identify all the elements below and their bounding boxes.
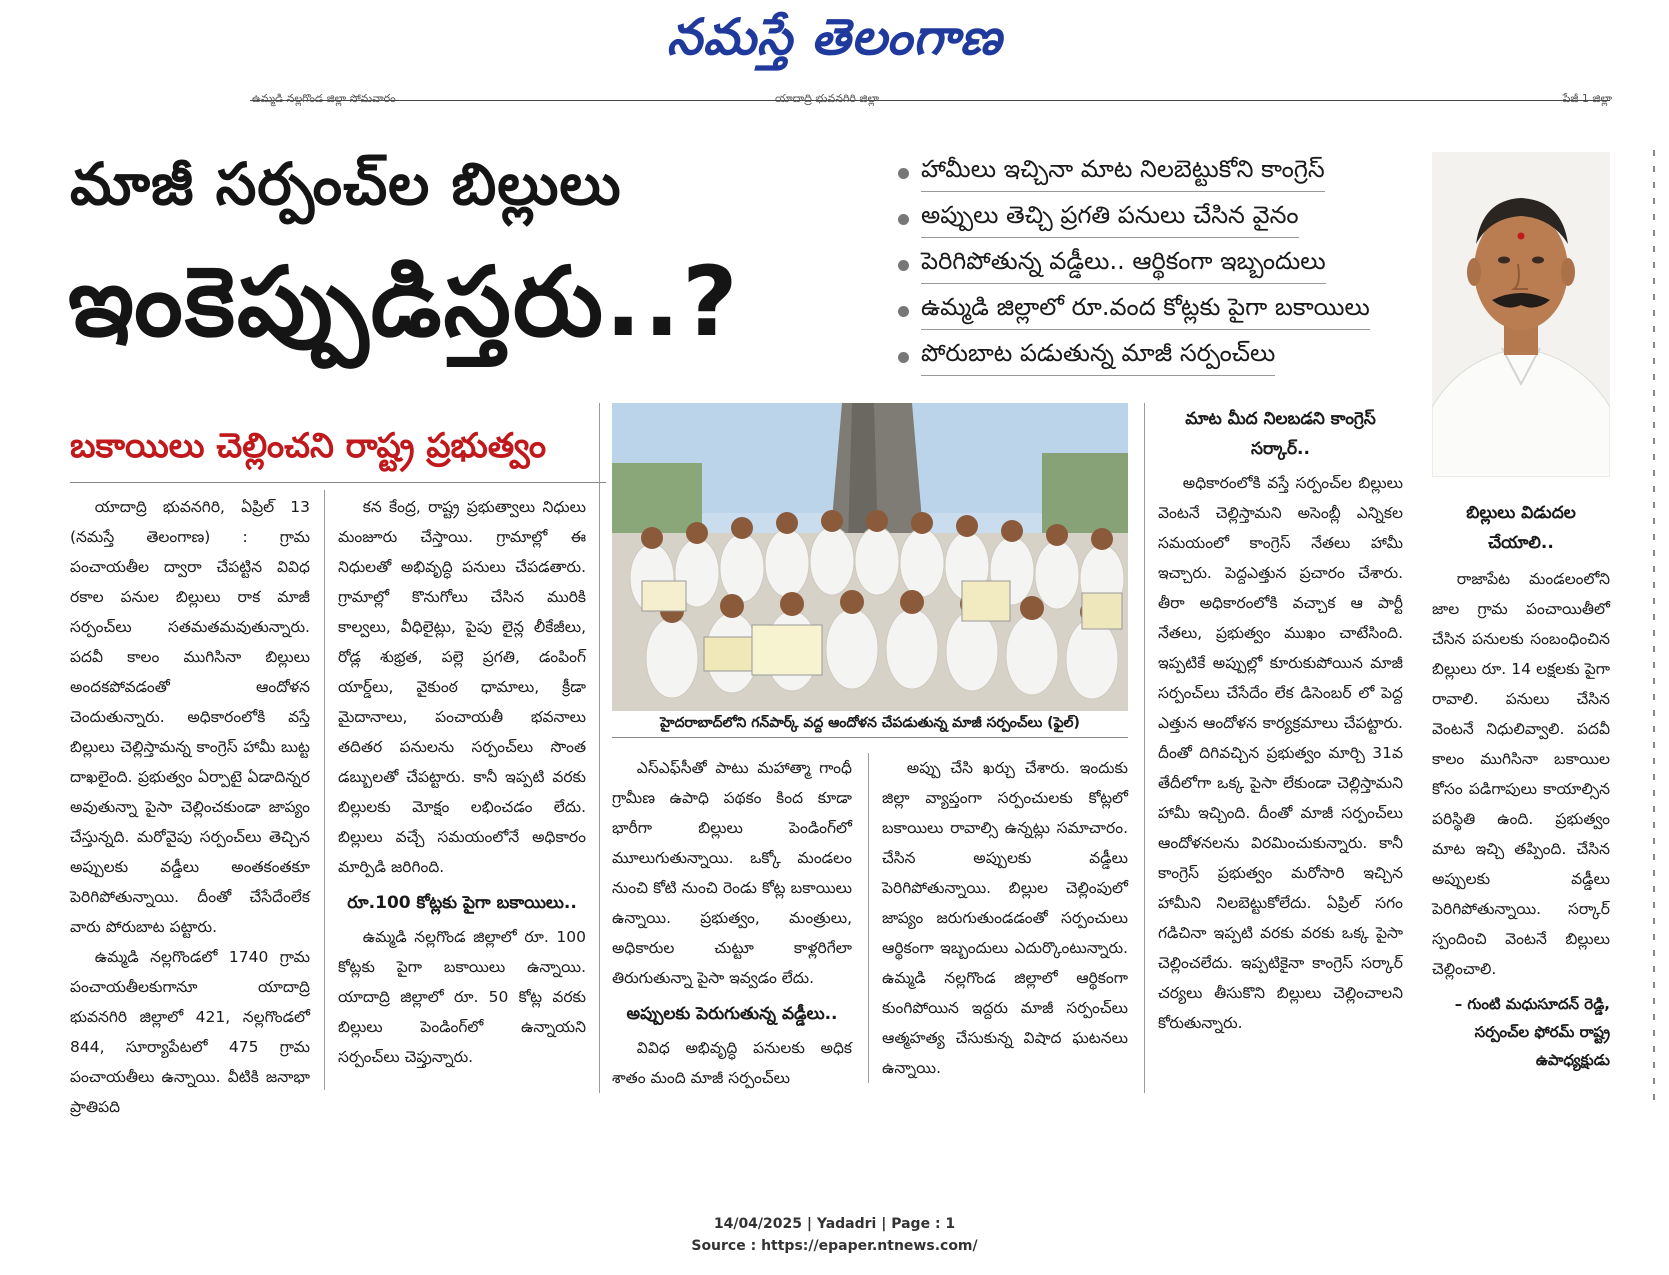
page-edge-mark bbox=[1652, 150, 1656, 1110]
bullet-icon bbox=[898, 260, 909, 271]
column-divider bbox=[324, 490, 325, 1090]
section-heading: అప్పులకు పెరుగుతున్న వడ్డీలు.. bbox=[626, 1004, 838, 1024]
sidebar-quote bbox=[1432, 498, 1610, 1074]
article-paragraph: వివిధ అభివృద్ధి పనులకు అధిక శాతం మంది మాజీ సర్పంచ్‌లు bbox=[612, 1039, 852, 1087]
highlight-text: ఉమ్మడి జిల్లాలో రూ.వంద కోట్లకు పైగా బకాయిలు bbox=[921, 293, 1370, 330]
protest-photo bbox=[612, 403, 1128, 711]
article-paragraph: ఉమ్మడి నల్లగొండ జిల్లాలో రూ. 100 కోట్లకు పైగా బకాయిలు ఉన్నాయి. యాదాద్రి జిల్లాలో రూ. 50 కోట్ల వరకు బిల్లులు పెండింగ్‌లో ఉన్నాయని సర్పంచ్‌లు చెప్తున్నారు. bbox=[338, 928, 586, 1066]
footer-source-link[interactable]: Source : https://epaper.ntnews.com/ bbox=[691, 1238, 978, 1254]
page-footer bbox=[0, 1213, 1669, 1257]
masthead-strip-center: యాదాద్రి భువనగిరి జిల్లా bbox=[775, 92, 879, 105]
column-divider bbox=[868, 753, 869, 1083]
highlights-list bbox=[898, 150, 1418, 380]
article-paragraph: ఎస్‌ఎఫ్‌సీతో పాటు మహాత్మా గాంధీ గ్రామీణ ఉపాధి పథకం కింద కూడా భారీగా బిల్లులు పెండింగ్‌లో మూలుగుతున్నాయి. ఒక్కో మండలం నుంచి కోటి నుంచి రెండు కోట్ల బకాయిలు ఉన్నాయి. ప్రభుత్వం, మంత్రులు, అధికారుల చుట్టూ కాళ్లరిగేలా తిరుగుతున్నా పైసా ఇవ్వడం లేదు. bbox=[612, 759, 852, 987]
bullet-icon bbox=[898, 306, 909, 317]
highlight-item bbox=[898, 288, 1418, 334]
masthead-strip-left: ఉమ్మడి నల్లగొండ జిల్లా సోమవారం bbox=[252, 92, 396, 105]
subheadline-divider bbox=[70, 482, 606, 483]
article-column-2 bbox=[338, 492, 586, 1072]
headline-line-2: ఇంకెప్పుడిస్తరు..? bbox=[68, 246, 740, 358]
highlight-item bbox=[898, 150, 1418, 196]
masthead-strip-right: పేజీ 1 జిల్లా bbox=[1562, 92, 1612, 105]
sidebar-paragraph: రాజాపేట మండలంలోని జాల గ్రామ పంచాయితీలో చేసిన పనులకు సంబంధించిన బిల్లులు రూ. 14 లక్షలకు పైగా రావాలి. పనులు చేసిన వెంటనే నిధులివ్వాలి. పదవీ కాలం ముగిసినా బకాయిల కోసం పడిగాపులు కాయాల్సిన పరిస్థితి ఉంది. ప్రభుత్వం మాట ఇచ్చి తప్పింది. చేసిన అప్పులకు వడ్డీలు పెరిగిపోతున్నాయి. సర్కార్ స్పందించి వెంటనే బిల్లులు చెల్లించాలి. bbox=[1432, 570, 1610, 978]
sidebar-heading: బిల్లులు విడుదల చేయాలి.. bbox=[1466, 503, 1576, 553]
footer-date-edition: 14/04/2025 | Yadadri | Page : 1 bbox=[713, 1216, 956, 1232]
article-paragraph: కన కేంద్ర, రాష్ట్ర ప్రభుత్వాలు నిధులు మంజూరు చేస్తాయి. గ్రామాల్లో ఈ నిధులతో అభివృద్ధి పనులు చేపడతారు. గ్రామాల్లో కొనుగోలు చేసిన మురికి కాల్వలు, వీధిలైట్లు, పైపు లైన్ల లీకేజీలు, రోడ్ల శుభ్రత, పల్లె ప్రగతి, డంపింగ్ యార్డ్‌లు, వైకుంఠ ధామాలు, క్రీడా మైదానాలు, పంచాయతీ భవనాలు తదితర పనులను సర్పంచ్‌లు సొంత డబ్బులతో చేపట్టారు. కానీ ఇప్పటి వరకు బిల్లులకు మోక్షం లభించడం లేదు. బిల్లులు వచ్చే సమయంలోనే అధికారం మార్పిడి జరిగింది. bbox=[338, 498, 586, 876]
masthead-logo: నమస్తే తెలంగాణ bbox=[666, 8, 1003, 66]
highlight-text: పోరుబాట పడుతున్న మాజీ సర్పంచ్‌లు bbox=[921, 339, 1275, 376]
article-paragraph: యాదాద్రి భువనగిరి, ఏప్రిల్ 13 (నమస్తే తెలంగాణ) : గ్రామ పంచాయతీల ద్వారా చేపట్టిన వివిధ రకాల పనుల బిల్లులు రాక మాజీ సర్పంచ్‌లు సతమతమవుతున్నారు. పదవీ కాలం ముగిసినా బిల్లులు అందకపోవడంతో ఆందోళన చెందుతున్నారు. అధికారంలోకి వస్తే బిల్లులు చెల్లిస్తామన్న కాంగ్రెస్ హామీ బుట్ట దాఖలైంది. ప్రభుత్వం ఏర్పాటై ఏడాదిన్నర అవుతున్నా పైసా చెల్లించకుండా జాప్యం చేస్తున్నది. మరోవైపు సర్పంచ్‌లు తెచ్చిన అప్పులకు వడ్డీలు అంతకంతకూ పెరిగిపోతున్నాయి. దీంతో చేసేదేంలేక వారు పోరుబాట పట్టారు. bbox=[70, 498, 310, 936]
subheadline: బకాయిలు చెల్లించని రాష్ట్ర ప్రభుత్వం bbox=[70, 426, 547, 466]
highlight-text: అప్పులు తెచ్చి ప్రగతి పనులు చేసిన వైనం bbox=[921, 201, 1299, 238]
article-paragraph: అప్పు చేసి ఖర్చు చేశారు. ఇందుకు జిల్లా వ్యాప్తంగా సర్పంచులకు కోట్లలో బకాయిలు రావాల్సి ఉన్నట్లు సమాచారం. చేసిన అప్పులకు వడ్డీలు పెరిగిపోతున్నాయి. బిల్లుల చెల్లింపులో జాప్యం జరుగుతుండడంతో సర్పంచులు ఆర్థికంగా ఇబ్బందులు ఎదుర్కొంటున్నారు. ఉమ్మడి నల్లగొండ జిల్లాలో ఆర్థికంగా కుంగిపోయిన ఇద్దరు మాజీ సర్పంచ్‌లు ఆత్మహత్య చేసుకున్న విషాద ఘటనలు ఉన్నాయి. bbox=[882, 759, 1128, 1077]
column-divider bbox=[1144, 403, 1145, 1093]
highlight-text: పెరిగిపోతున్న వడ్డీలు.. ఆర్థికంగా ఇబ్బందులు bbox=[921, 247, 1326, 284]
article-column-1 bbox=[70, 492, 310, 1122]
bullet-icon bbox=[898, 214, 909, 225]
section-heading: రూ.100 కోట్లకు పైగా బకాయిలు.. bbox=[347, 893, 577, 913]
section-heading: మాట మీద నిలబడని కాంగ్రెస్ సర్కార్.. bbox=[1185, 409, 1376, 459]
article-column-3 bbox=[612, 753, 852, 1093]
sidebar-signature: – గుంటి మధుసూదన్ రెడ్డి, సర్పంచ్‌ల ఫోరమ్ రాష్ట్ర ఉపాధ్యక్షుడు bbox=[1454, 995, 1610, 1069]
bullet-icon bbox=[898, 168, 909, 179]
sarpanch-portrait-photo bbox=[1432, 152, 1610, 477]
column-divider bbox=[599, 403, 600, 1093]
highlight-text: హామీలు ఇచ్చినా మాట నిలబెట్టుకోని కాంగ్రెస్ bbox=[921, 155, 1325, 192]
photo-caption: హైదరాబాద్‌లోని గన్‌పార్క్ వద్ద ఆందోళన చేపడుతున్న మాజీ సర్పంచ్‌లు (ఫైల్) bbox=[612, 715, 1128, 738]
masthead-divider bbox=[250, 100, 1610, 101]
article-column-5 bbox=[1158, 398, 1403, 1038]
headline-line-1: మాజీ సర్పంచ్‌ల బిల్లులు bbox=[70, 150, 622, 218]
article-paragraph: అధికారంలోకి వస్తే సర్పంచ్‌ల బిల్లులు వెంటనే చెల్లిస్తామని అసెంబ్లీ ఎన్నికల సమయంలో కాంగ్రెస్ నేతలు హామీ ఇచ్చారు. పెద్దఎత్తున ప్రచారం చేశారు. తీరా అధికారంలోకి వచ్చాక ఆ పార్టీ నేతలు, ప్రభుత్వం ముఖం చాటేసింది. ఇప్పటికే అప్పుల్లో కూరుకుపోయిన మాజీ సర్పంచ్‌లు చేసేదేం లేక డిసెంబర్ లో పెద్ద ఎత్తున ఆందోళన కార్యక్రమాలు చేపట్టారు. దీంతో దిగివచ్చిన ప్రభుత్వం మార్చి 31వ తేదీలోగా ఒక్క పైసా లేకుండా చెల్లిస్తామని హామీ ఇచ్చింది. దీంతో మాజీ సర్పంచ్‌లు ఆందోళనలను విరమించుకున్నారు. కానీ కాంగ్రెస్ ప్రభుత్వం మరోసారి ఇచ్చిన హామీని నిలబెట్టుకోలేదు. ఏప్రిల్ సగం గడిచినా ఇప్పటి వరకు వరకు ఒక్క పైసా చెల్లించలేదు. ఇప్పటికైనా కాంగ్రెస్ సర్కార్ చర్యలు తీసుకొని బిల్లులు చెల్లించాలని కోరుతున్నారు. bbox=[1158, 474, 1403, 1032]
highlight-item bbox=[898, 334, 1418, 380]
highlight-item bbox=[898, 242, 1418, 288]
bullet-icon bbox=[898, 352, 909, 363]
article-column-4 bbox=[882, 753, 1128, 1083]
highlight-item bbox=[898, 196, 1418, 242]
article-paragraph: ఉమ్మడి నల్లగొండలో 1740 గ్రామ పంచాయతీలకుగానూ యాదాద్రి భువనగిరి జిల్లాలో 421, నల్లగొండలో 844, సూర్యాపేటలో 475 గ్రామ పంచాయతీలు ఉన్నాయి. వీటికి జనాభా ప్రాతిపది bbox=[70, 948, 310, 1116]
